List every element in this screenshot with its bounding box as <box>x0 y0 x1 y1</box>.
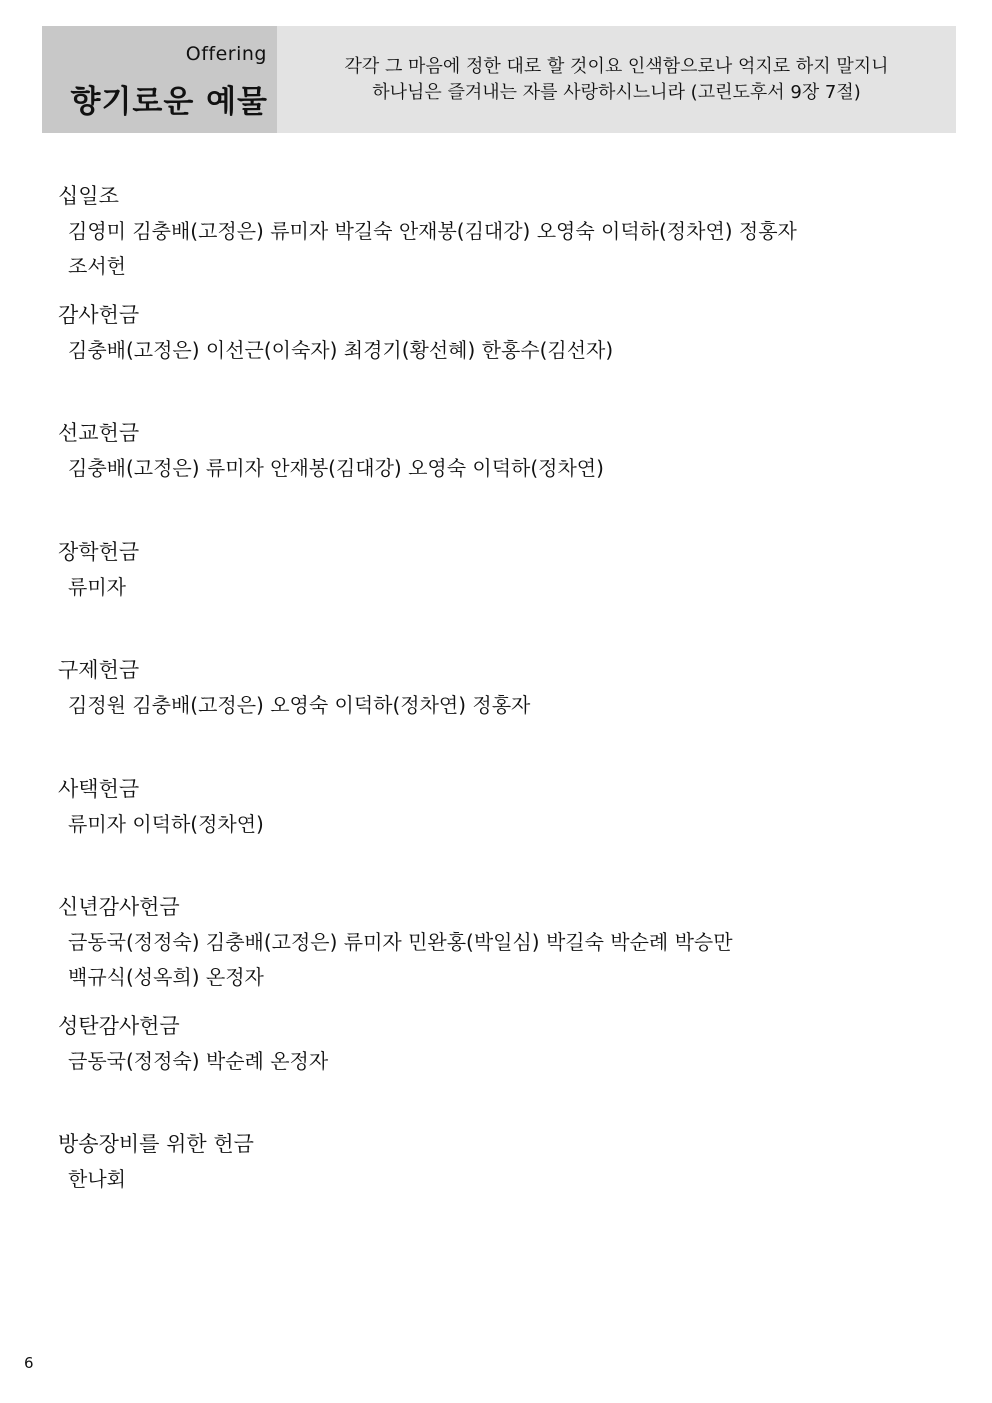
page-number: 6 <box>24 1354 34 1372</box>
names-line: 김정원 김충배(고정은) 오영숙 이덕하(정차연) 정홍자 <box>68 693 531 717</box>
names-line: 금동국(정정숙) 박순례 온정자 <box>68 1048 329 1073</box>
section-names <box>58 214 918 284</box>
section-names <box>58 570 918 605</box>
section-names <box>58 333 918 368</box>
verse-line: 하나님은 즐겨내는 자를 사랑하시느니라 (고린도후서 9장 7절) <box>372 82 861 103</box>
section-names <box>58 807 918 842</box>
header-title-block <box>42 26 277 133</box>
scripture-verse <box>277 54 956 106</box>
section-thanksgiving <box>58 297 918 416</box>
section-names <box>58 1044 918 1079</box>
section-scholarship <box>58 534 918 653</box>
section-title: 선교헌금 <box>58 421 140 445</box>
section-names <box>58 688 918 723</box>
names-line: 금동국(정정숙) 김충배(고정은) 류미자 민완홍(박일심) 박길숙 박순례 박승만 <box>68 930 733 954</box>
section-title: 성탄감사헌금 <box>58 1013 180 1038</box>
names-line: 김영미 김충배(고정은) 류미자 박길숙 안재봉(김대강) 오영숙 이덕하(정차연) 정홍자 <box>68 219 797 243</box>
english-title: Offering <box>185 43 267 65</box>
names-line: 김충배(고정은) 이선근(이숙자) 최경기(황선혜) 한홍수(김선자) <box>68 337 614 362</box>
section-title: 구제헌금 <box>58 658 140 682</box>
section-title: 십일조 <box>58 184 119 208</box>
names-line: 조서헌 <box>68 254 126 278</box>
section-title: 신년감사헌금 <box>58 895 180 919</box>
verse-line: 각각 그 마음에 정한 대로 할 것이요 인색함으로나 억지로 하지 말지니 <box>344 56 889 77</box>
section-broadcast-equipment <box>58 1126 918 1245</box>
section-mission <box>58 415 918 534</box>
section-christmas-thanksgiving <box>58 1008 918 1127</box>
section-parsonage <box>58 771 918 890</box>
section-names <box>58 1162 918 1197</box>
offering-header <box>42 26 956 133</box>
names-line: 백규식(성옥희) 온정자 <box>68 965 264 989</box>
names-line: 류미자 <box>68 574 126 599</box>
section-title: 장학헌금 <box>58 539 140 564</box>
names-line: 류미자 이덕하(정차연) <box>68 811 264 836</box>
section-tithe <box>58 178 918 297</box>
section-new-year-thanksgiving <box>58 889 918 1008</box>
offering-list <box>58 178 918 1245</box>
section-names <box>58 451 918 486</box>
section-relief <box>58 652 918 771</box>
section-names <box>58 925 918 995</box>
korean-title: 향기로운 예물 <box>70 84 268 120</box>
section-title: 감사헌금 <box>58 302 140 327</box>
names-line: 김충배(고정은) 류미자 안재봉(김대강) 오영숙 이덕하(정차연) <box>68 456 604 480</box>
section-title: 방송장비를 위한 헌금 <box>58 1132 254 1156</box>
names-line: 한나회 <box>68 1167 126 1191</box>
section-title: 사택헌금 <box>58 776 140 801</box>
